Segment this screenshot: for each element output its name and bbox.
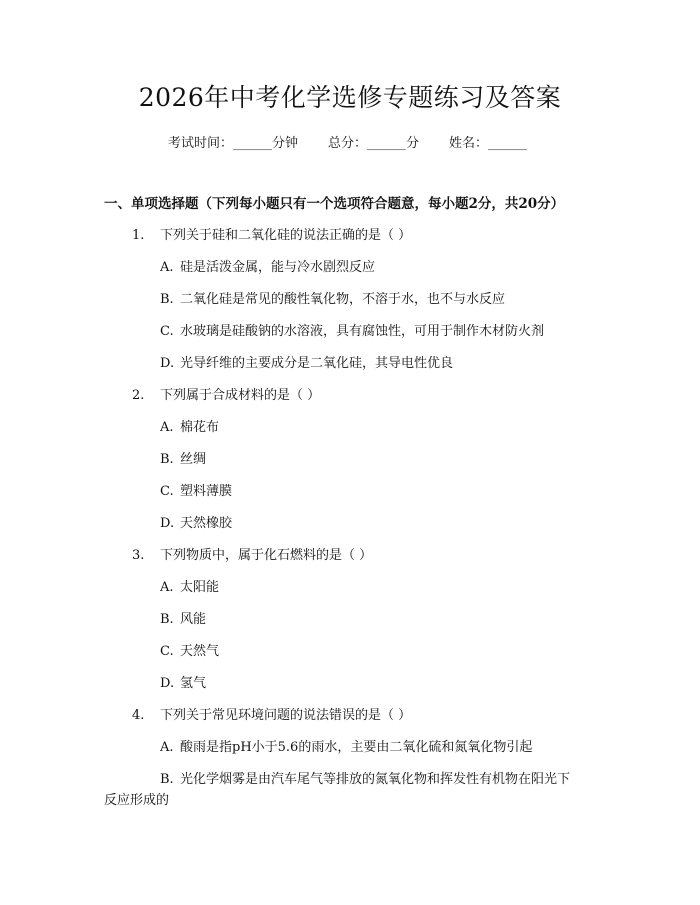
student-name-field: 姓名：______ (449, 136, 528, 151)
option-text: 棉花布 (180, 420, 220, 435)
option-1b (160, 288, 505, 307)
option-4a (160, 736, 532, 755)
option-3b (160, 608, 206, 627)
question-3 (132, 544, 372, 563)
option-2c (160, 480, 232, 499)
option-2a (160, 416, 219, 435)
option-3a (160, 576, 219, 595)
option-4b-continuation: 反应形成的 (104, 793, 170, 808)
option-text: 丝绸 (180, 452, 207, 467)
question-number: 4. (132, 708, 145, 723)
option-letter: D. (160, 676, 175, 691)
option-letter: C. (160, 324, 174, 339)
option-text: 酸雨是指pH小于5.6的雨水，主要由二氧化硫和氮氧化物引起 (180, 740, 533, 755)
question-number: 3. (132, 548, 145, 563)
option-1c (160, 320, 544, 339)
option-letter: D. (160, 356, 175, 371)
question-1 (132, 224, 411, 243)
option-text: 硅是活泼金属，能与冷水剧烈反应 (180, 260, 376, 275)
option-letter: B. (160, 292, 174, 307)
option-letter: C. (160, 644, 174, 659)
total-score-field: 总分：______分 (328, 136, 420, 151)
option-2b (160, 448, 206, 467)
question-4 (132, 704, 411, 723)
option-letter: A. (160, 420, 174, 435)
question-text: 下列物质中，属于化石燃料的是（ ） (160, 548, 373, 563)
option-1d (160, 352, 453, 371)
option-text: 太阳能 (180, 580, 220, 595)
question-number: 2. (132, 388, 145, 403)
option-letter: C. (160, 484, 174, 499)
option-letter: A. (160, 260, 174, 275)
section-heading: 一、单项选择题（下列每小题只有一个选项符合题意，每小题2分，共20分） (104, 196, 565, 212)
option-1a (160, 256, 375, 275)
option-4b (160, 768, 570, 787)
question-text: 下列属于合成材料的是（ ） (160, 388, 321, 403)
option-text: 光导纤维的主要成分是二氧化硅，其导电性优良 (180, 356, 454, 371)
question-text: 下列关于硅和二氧化硅的说法正确的是（ ） (160, 228, 412, 243)
option-text: 塑料薄膜 (180, 484, 233, 499)
option-text: 氢气 (180, 676, 207, 691)
option-text: 光化学烟雾是由汽车尾气等排放的氮氧化物和挥发性有机物在阳光下 (180, 772, 571, 787)
option-2d (160, 512, 232, 531)
option-text: 天然橡胶 (180, 516, 233, 531)
option-letter: A. (160, 740, 174, 755)
exam-info-row (168, 132, 527, 151)
page-title: 2026年中考化学选修专题练习及答案 (138, 83, 562, 112)
option-text: 水玻璃是硅酸钠的水溶液，具有腐蚀性，可用于制作木材防火剂 (180, 324, 545, 339)
option-letter: D. (160, 516, 175, 531)
option-letter: B. (160, 772, 174, 787)
option-text: 天然气 (180, 644, 220, 659)
option-3d (160, 672, 206, 691)
option-text: 二氧化硅是常见的酸性氧化物，不溶于水，也不与水反应 (180, 292, 506, 307)
option-text: 风能 (180, 612, 207, 627)
option-letter: B. (160, 612, 174, 627)
option-letter: B. (160, 452, 174, 467)
question-text: 下列关于常见环境问题的说法错误的是（ ） (160, 708, 412, 723)
option-letter: A. (160, 580, 174, 595)
option-3c (160, 640, 219, 659)
exam-time-field: 考试时间：______分钟 (168, 136, 299, 151)
question-number: 1. (132, 228, 145, 243)
question-2 (132, 384, 320, 403)
